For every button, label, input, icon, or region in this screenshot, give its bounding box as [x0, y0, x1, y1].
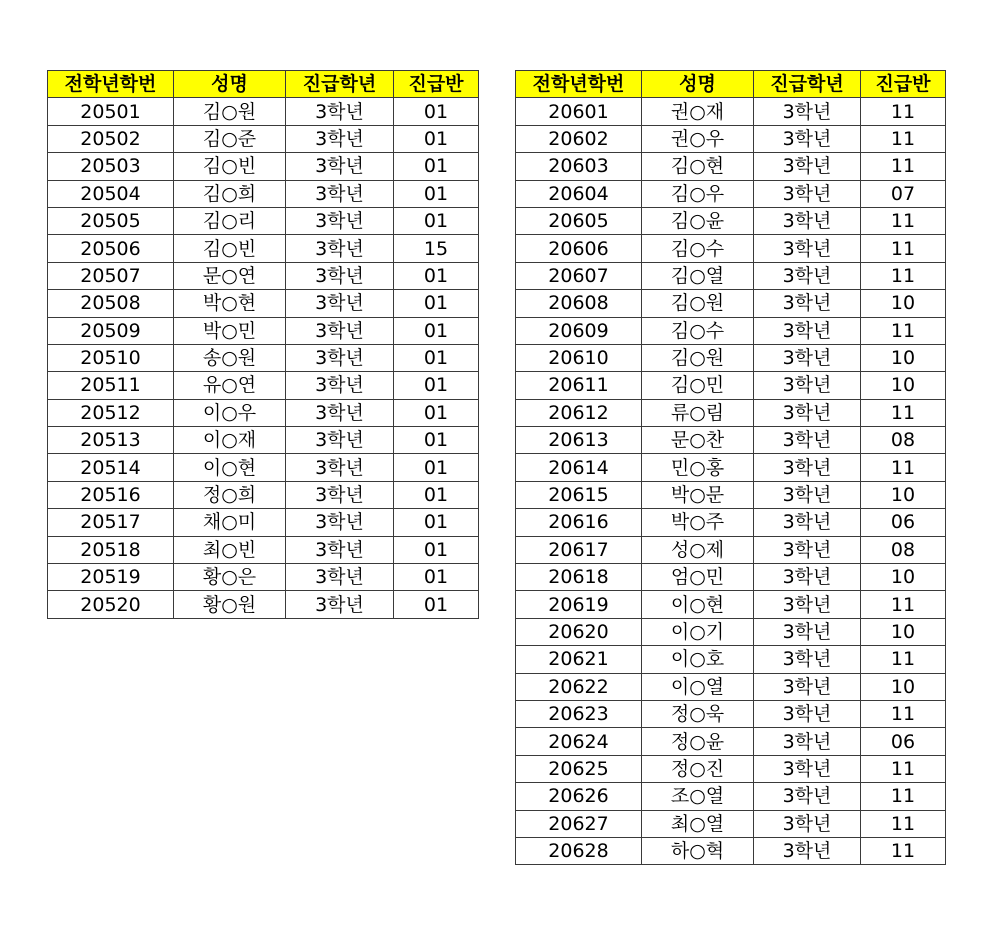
- cell-grade: 3학년: [754, 837, 861, 864]
- cell-class: 08: [861, 427, 946, 454]
- table-row: [516, 153, 946, 180]
- cell-name: 박○현: [174, 290, 286, 317]
- cell-grade: 3학년: [754, 399, 861, 426]
- cell-student-id: 20516: [48, 481, 174, 508]
- table-row: [48, 153, 479, 180]
- cell-name: 박○민: [174, 317, 286, 344]
- cell-student-id: 20611: [516, 372, 642, 399]
- table-row: [516, 783, 946, 810]
- cell-student-id: 20626: [516, 783, 642, 810]
- table-row: [516, 235, 946, 262]
- roster-table-left: [47, 70, 479, 619]
- cell-class: 11: [861, 837, 946, 864]
- cell-class: 01: [394, 564, 479, 591]
- cell-student-id: 20601: [516, 98, 642, 125]
- cell-name: 정○윤: [642, 728, 754, 755]
- table-row: [516, 125, 946, 152]
- cell-grade: 3학년: [754, 98, 861, 125]
- cell-name: 성○제: [642, 536, 754, 563]
- cell-name: 이○현: [642, 591, 754, 618]
- cell-name: 정○희: [174, 481, 286, 508]
- cell-name: 김○수: [642, 317, 754, 344]
- cell-grade: 3학년: [754, 755, 861, 782]
- cell-name: 조○열: [642, 783, 754, 810]
- cell-class: 08: [861, 536, 946, 563]
- cell-name: 김○열: [642, 262, 754, 289]
- cell-name: 박○주: [642, 509, 754, 536]
- cell-class: 11: [861, 317, 946, 344]
- table-row: [516, 646, 946, 673]
- table-row: [516, 317, 946, 344]
- cell-student-id: 20514: [48, 454, 174, 481]
- cell-grade: 3학년: [286, 180, 394, 207]
- cell-grade: 3학년: [286, 290, 394, 317]
- cell-name: 김○준: [174, 125, 286, 152]
- cell-name: 이○우: [174, 399, 286, 426]
- cell-class: 11: [861, 646, 946, 673]
- cell-class: 11: [861, 262, 946, 289]
- cell-student-id: 20509: [48, 317, 174, 344]
- cell-class: 11: [861, 235, 946, 262]
- cell-grade: 3학년: [754, 509, 861, 536]
- table-row: [48, 207, 479, 234]
- cell-grade: 3학년: [754, 153, 861, 180]
- table-row: [48, 262, 479, 289]
- cell-grade: 3학년: [754, 700, 861, 727]
- cell-name: 정○욱: [642, 700, 754, 727]
- cell-name: 이○열: [642, 673, 754, 700]
- cell-class: 01: [394, 509, 479, 536]
- table-row: [48, 481, 479, 508]
- cell-name: 박○문: [642, 481, 754, 508]
- table-row: [516, 591, 946, 618]
- cell-class: 10: [861, 564, 946, 591]
- cell-name: 김○원: [174, 98, 286, 125]
- cell-grade: 3학년: [754, 591, 861, 618]
- cell-grade: 3학년: [754, 618, 861, 645]
- cell-student-id: 20608: [516, 290, 642, 317]
- cell-grade: 3학년: [754, 728, 861, 755]
- cell-student-id: 20614: [516, 454, 642, 481]
- cell-class: 01: [394, 262, 479, 289]
- cell-grade: 3학년: [754, 536, 861, 563]
- roster-table-right: [515, 70, 946, 865]
- cell-grade: 3학년: [286, 454, 394, 481]
- cell-name: 이○현: [174, 454, 286, 481]
- cell-student-id: 20517: [48, 509, 174, 536]
- table-row: [516, 262, 946, 289]
- cell-student-id: 20512: [48, 399, 174, 426]
- table-row: [516, 700, 946, 727]
- cell-grade: 3학년: [286, 344, 394, 371]
- cell-grade: 3학년: [754, 372, 861, 399]
- table-row: [516, 207, 946, 234]
- cell-grade: 3학년: [754, 427, 861, 454]
- table-row: [516, 618, 946, 645]
- table-row: [48, 98, 479, 125]
- cell-name: 황○원: [174, 591, 286, 618]
- table-row: [48, 564, 479, 591]
- cell-class: 01: [394, 481, 479, 508]
- cell-class: 01: [394, 372, 479, 399]
- cell-class: 01: [394, 591, 479, 618]
- cell-student-id: 20618: [516, 564, 642, 591]
- header-row: [516, 71, 946, 98]
- cell-name: 송○원: [174, 344, 286, 371]
- cell-student-id: 20606: [516, 235, 642, 262]
- cell-class: 01: [394, 98, 479, 125]
- cell-grade: 3학년: [754, 262, 861, 289]
- cell-name: 권○재: [642, 98, 754, 125]
- header-name: 성명: [174, 71, 286, 98]
- cell-student-id: 20502: [48, 125, 174, 152]
- cell-class: 01: [394, 399, 479, 426]
- cell-student-id: 20622: [516, 673, 642, 700]
- cell-class: 11: [861, 755, 946, 782]
- cell-class: 10: [861, 372, 946, 399]
- header-student-id: 전학년학번: [516, 71, 642, 98]
- header-grade: 진급학년: [754, 71, 861, 98]
- cell-name: 김○리: [174, 207, 286, 234]
- cell-name: 이○기: [642, 618, 754, 645]
- cell-student-id: 20613: [516, 427, 642, 454]
- cell-class: 01: [394, 125, 479, 152]
- table-row: [48, 235, 479, 262]
- cell-name: 이○재: [174, 427, 286, 454]
- cell-class: 15: [394, 235, 479, 262]
- cell-student-id: 20612: [516, 399, 642, 426]
- cell-name: 김○원: [642, 344, 754, 371]
- cell-grade: 3학년: [754, 673, 861, 700]
- cell-student-id: 20603: [516, 153, 642, 180]
- cell-name: 엄○민: [642, 564, 754, 591]
- cell-class: 06: [861, 509, 946, 536]
- table-row: [516, 399, 946, 426]
- cell-student-id: 20520: [48, 591, 174, 618]
- cell-grade: 3학년: [754, 180, 861, 207]
- cell-class: 11: [861, 98, 946, 125]
- cell-class: 11: [861, 153, 946, 180]
- cell-class: 01: [394, 207, 479, 234]
- cell-class: 01: [394, 427, 479, 454]
- cell-name: 문○찬: [642, 427, 754, 454]
- cell-class: 06: [861, 728, 946, 755]
- cell-student-id: 20519: [48, 564, 174, 591]
- table-row: [516, 180, 946, 207]
- header-student-id: 전학년학번: [48, 71, 174, 98]
- cell-student-id: 20628: [516, 837, 642, 864]
- table-row: [516, 454, 946, 481]
- table-row: [516, 837, 946, 864]
- cell-name: 류○림: [642, 399, 754, 426]
- cell-grade: 3학년: [754, 235, 861, 262]
- table-row: [48, 427, 479, 454]
- cell-name: 유○연: [174, 372, 286, 399]
- table-row: [48, 509, 479, 536]
- table-row: [516, 509, 946, 536]
- cell-name: 김○빈: [174, 153, 286, 180]
- cell-name: 이○호: [642, 646, 754, 673]
- cell-grade: 3학년: [286, 399, 394, 426]
- cell-class: 10: [861, 618, 946, 645]
- cell-student-id: 20506: [48, 235, 174, 262]
- cell-grade: 3학년: [286, 317, 394, 344]
- cell-class: 11: [861, 810, 946, 837]
- cell-student-id: 20627: [516, 810, 642, 837]
- cell-grade: 3학년: [286, 153, 394, 180]
- table-row: [516, 290, 946, 317]
- cell-student-id: 20505: [48, 207, 174, 234]
- cell-class: 01: [394, 454, 479, 481]
- cell-student-id: 20625: [516, 755, 642, 782]
- table-row: [48, 399, 479, 426]
- cell-student-id: 20616: [516, 509, 642, 536]
- cell-class: 11: [861, 783, 946, 810]
- cell-name: 문○연: [174, 262, 286, 289]
- table-row: [516, 372, 946, 399]
- cell-student-id: 20621: [516, 646, 642, 673]
- cell-class: 10: [861, 344, 946, 371]
- cell-name: 하○혁: [642, 837, 754, 864]
- cell-student-id: 20503: [48, 153, 174, 180]
- table-row: [48, 125, 479, 152]
- header-class: 진급반: [394, 71, 479, 98]
- table-row: [48, 372, 479, 399]
- cell-student-id: 20508: [48, 290, 174, 317]
- cell-student-id: 20513: [48, 427, 174, 454]
- cell-name: 김○민: [642, 372, 754, 399]
- cell-name: 최○열: [642, 810, 754, 837]
- cell-name: 김○수: [642, 235, 754, 262]
- cell-grade: 3학년: [754, 810, 861, 837]
- cell-student-id: 20507: [48, 262, 174, 289]
- cell-student-id: 20604: [516, 180, 642, 207]
- cell-name: 채○미: [174, 509, 286, 536]
- cell-class: 10: [861, 481, 946, 508]
- cell-name: 김○빈: [174, 235, 286, 262]
- cell-student-id: 20504: [48, 180, 174, 207]
- header-grade: 진급학년: [286, 71, 394, 98]
- cell-class: 01: [394, 317, 479, 344]
- cell-class: 07: [861, 180, 946, 207]
- cell-grade: 3학년: [754, 564, 861, 591]
- table-body-left: [48, 98, 479, 618]
- cell-class: 01: [394, 344, 479, 371]
- cell-student-id: 20609: [516, 317, 642, 344]
- cell-grade: 3학년: [754, 454, 861, 481]
- cell-class: 11: [861, 207, 946, 234]
- cell-class: 01: [394, 290, 479, 317]
- cell-class: 11: [861, 591, 946, 618]
- cell-name: 김○희: [174, 180, 286, 207]
- cell-grade: 3학년: [286, 125, 394, 152]
- cell-class: 11: [861, 454, 946, 481]
- cell-student-id: 20624: [516, 728, 642, 755]
- cell-student-id: 20605: [516, 207, 642, 234]
- cell-student-id: 20623: [516, 700, 642, 727]
- cell-class: 10: [861, 290, 946, 317]
- table-row: [48, 344, 479, 371]
- cell-class: 11: [861, 125, 946, 152]
- cell-name: 권○우: [642, 125, 754, 152]
- cell-name: 정○진: [642, 755, 754, 782]
- cell-student-id: 20619: [516, 591, 642, 618]
- table-row: [48, 180, 479, 207]
- table-row: [516, 673, 946, 700]
- cell-student-id: 20518: [48, 536, 174, 563]
- cell-name: 김○윤: [642, 207, 754, 234]
- table-row: [48, 317, 479, 344]
- cell-name: 김○원: [642, 290, 754, 317]
- table-body-right: [516, 98, 946, 865]
- cell-student-id: 20602: [516, 125, 642, 152]
- cell-student-id: 20501: [48, 98, 174, 125]
- cell-student-id: 20615: [516, 481, 642, 508]
- cell-grade: 3학년: [286, 427, 394, 454]
- table-row: [516, 728, 946, 755]
- cell-grade: 3학년: [754, 290, 861, 317]
- cell-grade: 3학년: [754, 481, 861, 508]
- cell-name: 김○우: [642, 180, 754, 207]
- cell-grade: 3학년: [286, 564, 394, 591]
- table-row: [516, 98, 946, 125]
- cell-name: 최○빈: [174, 536, 286, 563]
- cell-class: 01: [394, 153, 479, 180]
- table-row: [516, 755, 946, 782]
- cell-grade: 3학년: [286, 591, 394, 618]
- cell-grade: 3학년: [754, 344, 861, 371]
- table-row: [516, 344, 946, 371]
- cell-grade: 3학년: [754, 317, 861, 344]
- table-row: [516, 427, 946, 454]
- cell-student-id: 20617: [516, 536, 642, 563]
- cell-grade: 3학년: [754, 646, 861, 673]
- table-row: [48, 536, 479, 563]
- cell-class: 11: [861, 399, 946, 426]
- header-row: [48, 71, 479, 98]
- table-row: [48, 290, 479, 317]
- cell-grade: 3학년: [286, 262, 394, 289]
- cell-grade: 3학년: [286, 98, 394, 125]
- cell-grade: 3학년: [754, 783, 861, 810]
- cell-grade: 3학년: [286, 509, 394, 536]
- header-class: 진급반: [861, 71, 946, 98]
- cell-student-id: 20610: [516, 344, 642, 371]
- cell-student-id: 20607: [516, 262, 642, 289]
- header-name: 성명: [642, 71, 754, 98]
- table-row: [516, 564, 946, 591]
- table-row: [48, 454, 479, 481]
- cell-class: 11: [861, 700, 946, 727]
- cell-grade: 3학년: [754, 207, 861, 234]
- cell-grade: 3학년: [286, 235, 394, 262]
- cell-name: 황○은: [174, 564, 286, 591]
- cell-name: 민○홍: [642, 454, 754, 481]
- table-row: [516, 810, 946, 837]
- cell-grade: 3학년: [286, 481, 394, 508]
- cell-student-id: 20620: [516, 618, 642, 645]
- table-row: [48, 591, 479, 618]
- cell-grade: 3학년: [286, 536, 394, 563]
- cell-class: 01: [394, 536, 479, 563]
- cell-name: 김○현: [642, 153, 754, 180]
- cell-grade: 3학년: [286, 207, 394, 234]
- table-row: [516, 536, 946, 563]
- cell-student-id: 20511: [48, 372, 174, 399]
- cell-class: 10: [861, 673, 946, 700]
- cell-grade: 3학년: [286, 372, 394, 399]
- table-row: [516, 481, 946, 508]
- cell-student-id: 20510: [48, 344, 174, 371]
- cell-grade: 3학년: [754, 125, 861, 152]
- cell-class: 01: [394, 180, 479, 207]
